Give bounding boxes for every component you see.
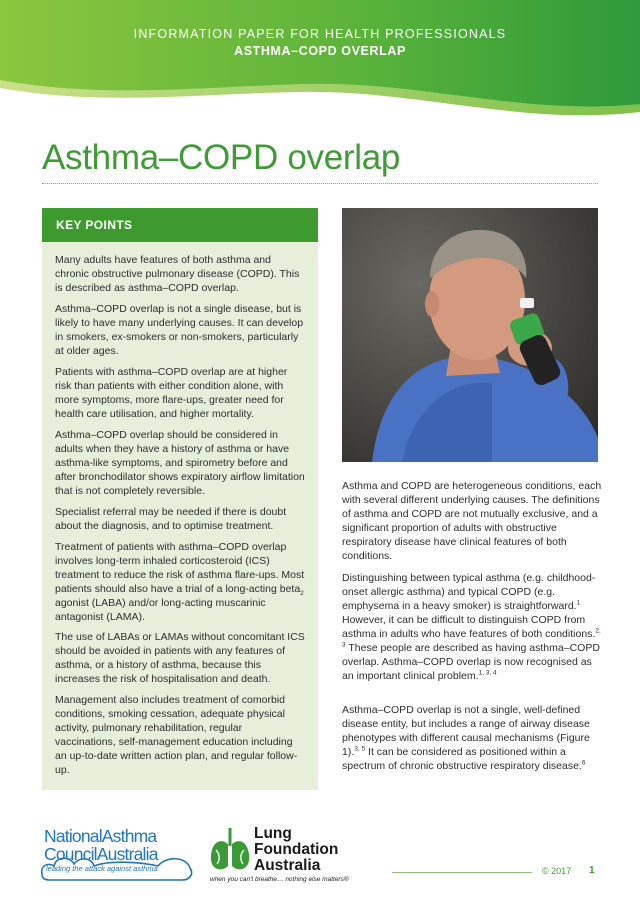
lfa-logo-line-2: Foundation	[254, 841, 339, 858]
key-point-6	[55, 540, 305, 624]
lfa-logo-line-1: Lung	[254, 825, 292, 842]
body-paragraph-3	[342, 703, 602, 773]
key-point-1: Many adults have features of both asthma and chronic obstructive pulmonary disease (COPD). This is described as asthma–COPD overlap.	[55, 254, 300, 294]
photo-illustration	[342, 208, 598, 462]
key-point-2: Asthma–COPD overlap is not a single disease, but is likely to have many underlying causes. It can develop in smokers, ex-smokers or non-smokers, particularly at older ages.	[55, 303, 304, 357]
citation: 6	[581, 759, 586, 767]
body-p2-text-c: These people are described as having asthma–COPD overlap. Asthma–COPD overlap is now recognised as an important clinical problem.	[342, 642, 600, 682]
key-point-3: Patients with asthma–COPD overlap are at higher risk than patients with either condition alone, with more symptoms, more flare-ups, greater need for health care utilisation, and higher mortality.	[55, 366, 288, 420]
body-paragraph-1: Asthma and COPD are heterogeneous conditions, each with several different underlying causes. The definitions of asthma and COPD are not mutually exclusive, and a significant proportion of adults with obstructive respiratory disease have clinical features of both conditions.	[342, 480, 602, 562]
key-point-6-text-b: agonist (LABA) and/or long-acting muscarinic antagonist (LAMA).	[55, 597, 266, 623]
body-paragraph-2	[342, 571, 602, 683]
lung-foundation-logo	[206, 824, 376, 888]
nac-tagline: leading the attack against asthma	[46, 864, 158, 873]
key-point-6-subscript: 2	[300, 590, 304, 598]
body-p2-text-b: However, it can be difficult to distinguish COPD from asthma in adults who have features of both conditions.	[342, 614, 596, 640]
body-p2-text-a: Distinguishing between typical asthma (e.g. childhood-onset allergic asthma) and typical COPD (e.g. emphysema in a heavy smoker) is straightforward.	[342, 572, 596, 612]
patient-inhaler-photo	[342, 208, 598, 462]
header-wave-graphic	[0, 0, 640, 118]
body-p3-text-a: Asthma–COPD overlap is not a single, well-defined disease entity, but includes a range of airway disease phenotypes with different causal mechanisms (Figure 1).	[342, 704, 590, 758]
banner-line-2: ASTHMA–COPD OVERLAP	[234, 44, 406, 58]
citation: 1	[576, 599, 581, 607]
title-divider	[42, 183, 598, 184]
lfa-tagline: when you can't breathe… nothing else matters®	[210, 876, 349, 883]
key-point-4: Asthma–COPD overlap should be considered in adults when they have a history of asthma or have asthma-like symptoms, and spirometry before and after bronchodilator shows expiratory airflow limitation that is not completely reversible.	[55, 429, 305, 497]
key-point-5: Specialist referral may be needed if there is doubt about the diagnosis, and to optimise treatment.	[55, 506, 287, 532]
citation: 3, 5	[354, 745, 366, 753]
body-p3-text-b: It can be considered as positioned within a spectrum of chronic obstructive respiratory disease.	[342, 746, 582, 772]
banner-line-1: INFORMATION PAPER FOR HEALTH PROFESSIONALS	[133, 27, 507, 41]
key-point-7: The use of LABAs or LAMAs without concomitant ICS should be avoided in patients with any features of asthma, or a history of asthma, because this increases the risk of hospitalisation and death.	[55, 631, 305, 685]
nac-logo-line-1: NationalAsthma	[44, 826, 157, 846]
footer-divider	[392, 872, 532, 873]
key-points-header	[42, 208, 318, 242]
nac-logo-line-2: CouncilAustralia	[44, 844, 158, 864]
citation: 1, 3, 4	[478, 669, 497, 677]
page-title: Asthma–COPD overlap	[42, 138, 401, 177]
key-point-6-text-a: Treatment of patients with asthma–COPD overlap involves long-term inhaled corticosteroid (ICS) treatment to reduce the risk of asthma flare-ups. Most patients should also have a trial of a long-acting beta	[55, 541, 305, 595]
copyright: © 2017	[542, 866, 572, 876]
lfa-logo-line-3: Australia	[254, 857, 321, 874]
key-point-8: Management also includes treatment of comorbid conditions, smoking cessation, adequate physical activity, pulmonary rehabilitation, regular vaccinations, self-management education including an up-to-date written action plan, and regular follow-up.	[55, 694, 298, 776]
citation: 2, 3	[342, 627, 601, 649]
lungs-icon	[208, 826, 252, 874]
page-number: 1	[589, 865, 595, 876]
key-points-heading: KEY POINTS	[56, 218, 133, 232]
header-banner	[0, 0, 640, 118]
national-asthma-council-logo	[40, 826, 195, 884]
